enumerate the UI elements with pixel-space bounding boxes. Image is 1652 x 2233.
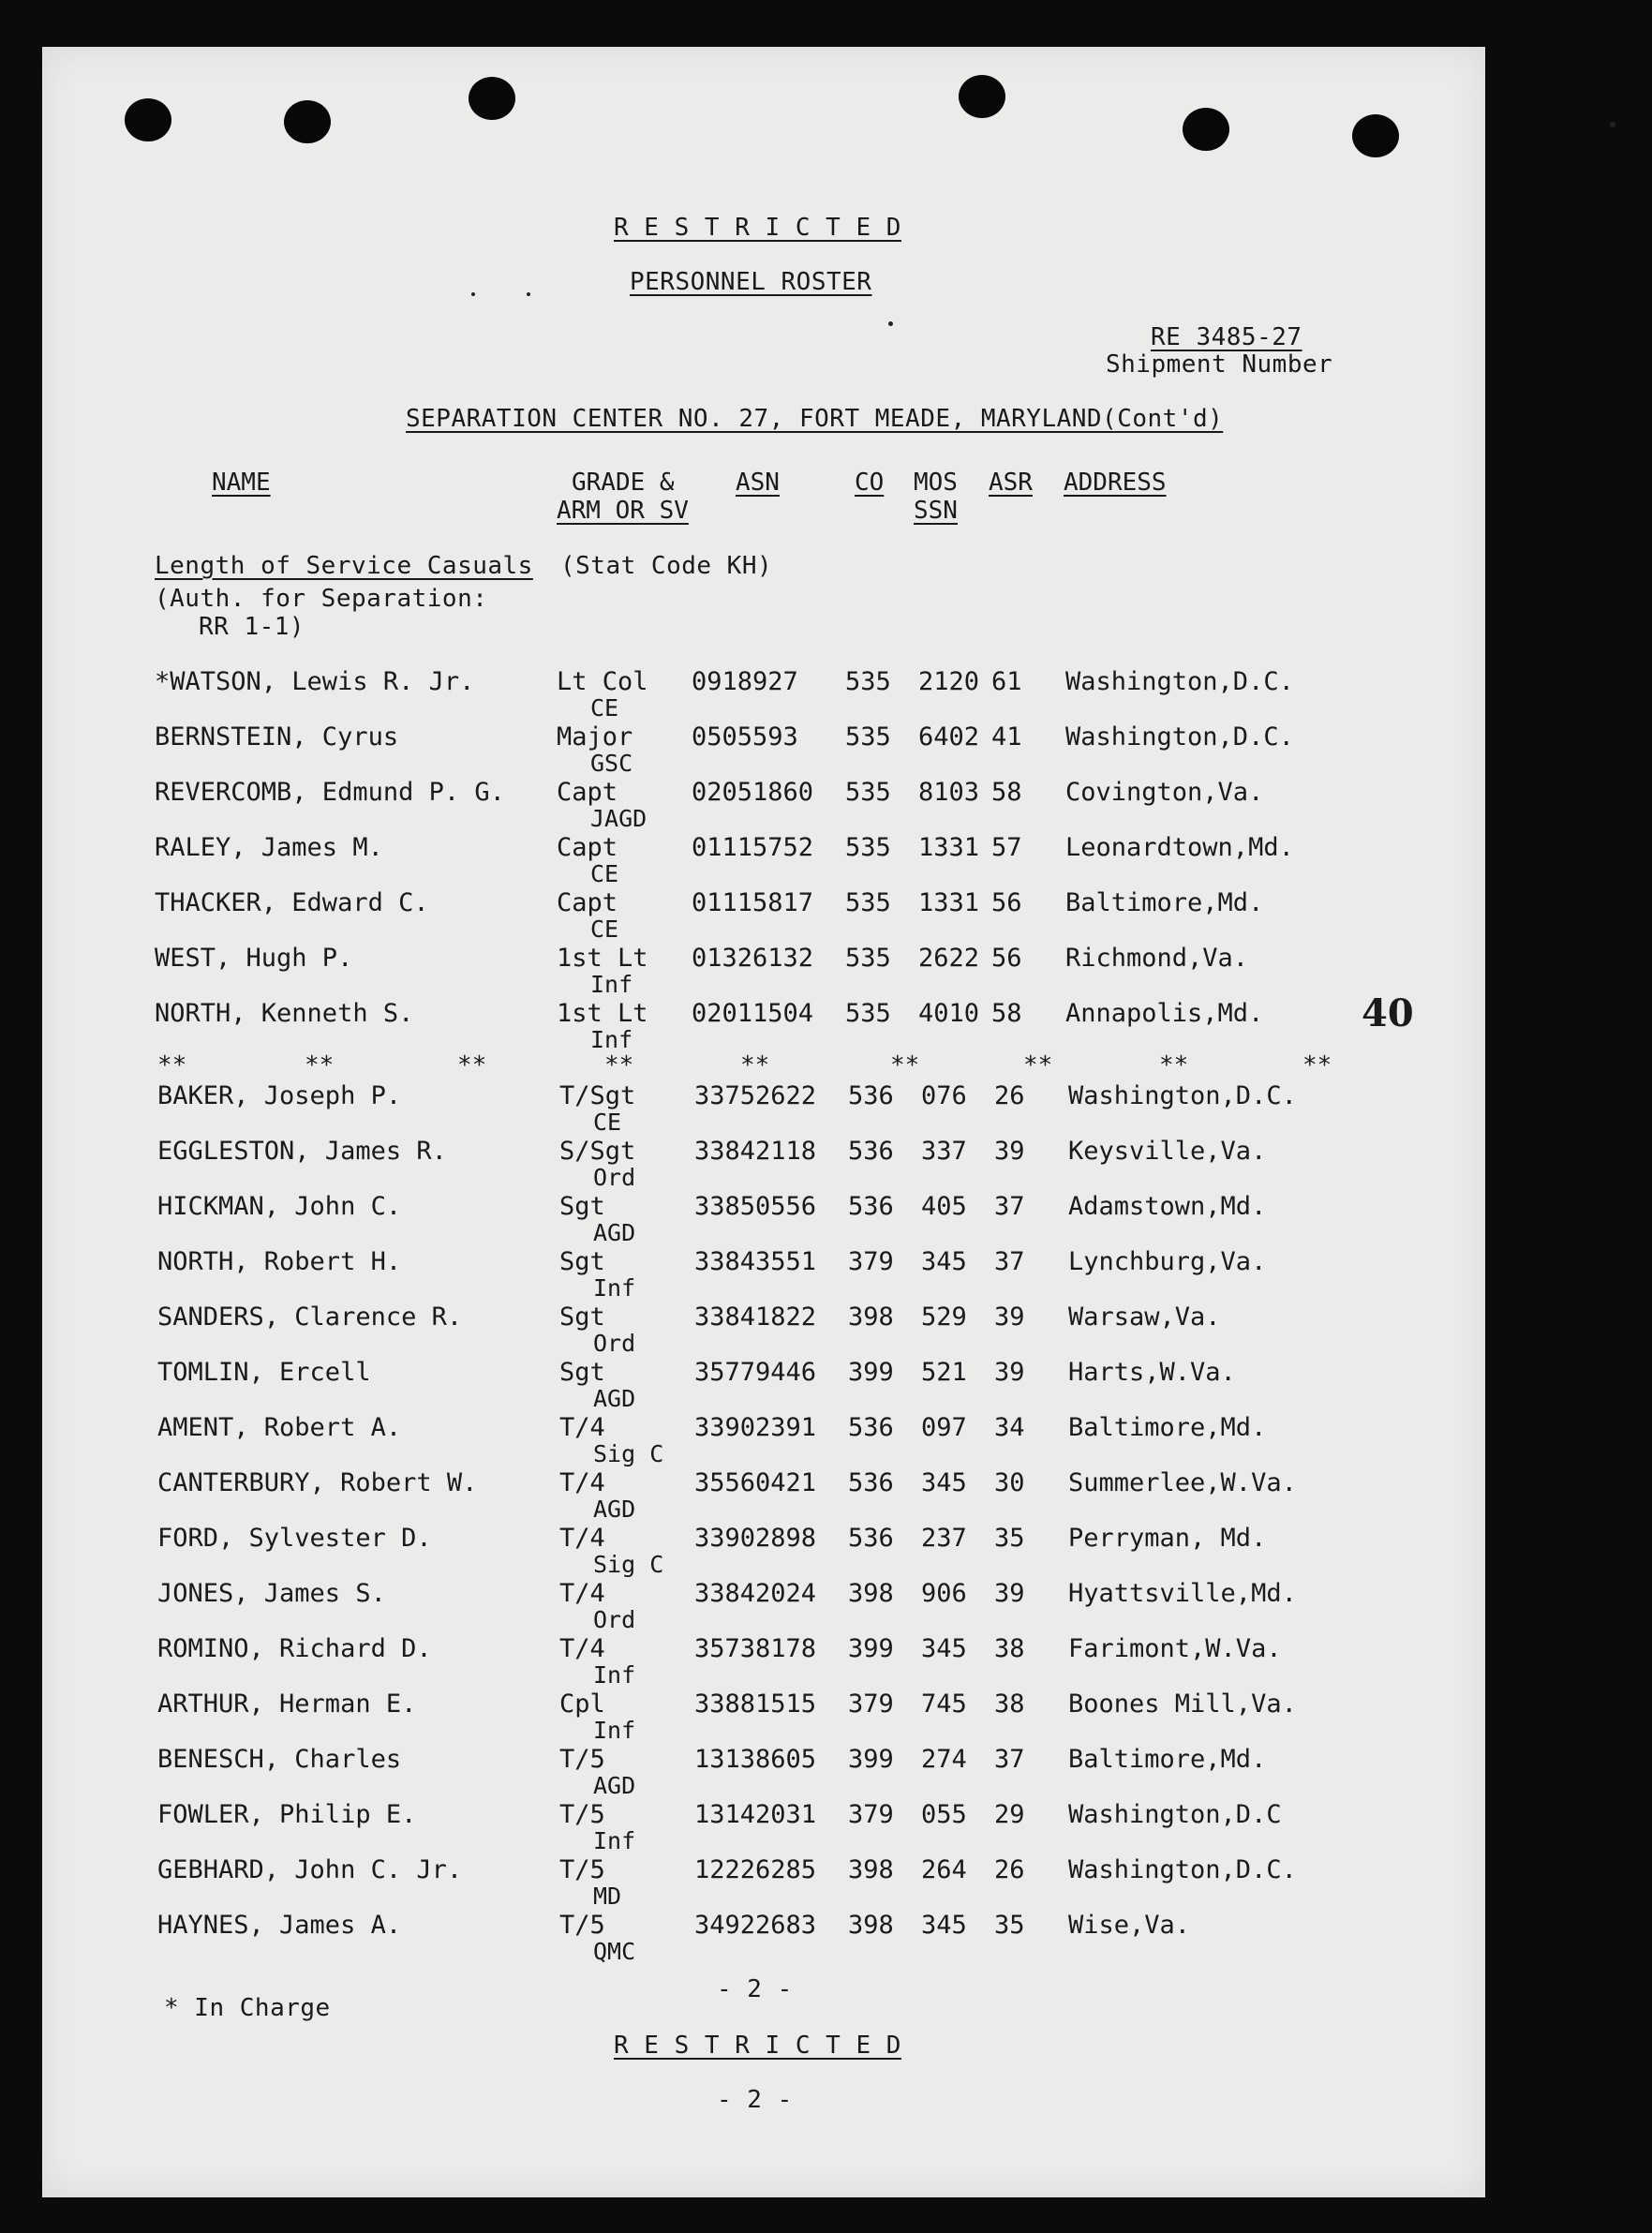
cell-name: WEST, Hugh P. <box>155 944 353 973</box>
cell-name: BENESCH, Charles <box>157 1745 402 1774</box>
col-mos-line1: MOS <box>914 469 958 497</box>
section-title: Length of Service Casuals <box>155 552 533 580</box>
auth-line2: RR 1-1) <box>199 613 305 641</box>
separator-stars: ** <box>1023 1051 1053 1079</box>
cell-grade: 1st Lt <box>557 999 648 1028</box>
cell-arm: AGD <box>593 1219 636 1246</box>
cell-grade: T/4 <box>559 1579 605 1608</box>
cell-co: 379 <box>848 1247 894 1276</box>
cell-address: Covington,Va. <box>1065 778 1264 807</box>
cell-asr: 38 <box>994 1690 1025 1719</box>
cell-arm: AGD <box>593 1772 636 1799</box>
cell-mos: 8103 <box>918 778 980 807</box>
cell-mos: 1331 <box>918 833 980 862</box>
cell-grade: Sgt <box>559 1247 605 1276</box>
cell-grade: T/5 <box>559 1855 605 1884</box>
cell-address: Farimont,W.Va. <box>1068 1634 1282 1663</box>
cell-name: CANTERBURY, Robert W. <box>157 1468 478 1497</box>
separator-stars: ** <box>157 1051 187 1079</box>
cell-mos: 521 <box>921 1358 967 1387</box>
margin-page-number: 40 <box>1362 991 1414 1035</box>
cell-arm: AGD <box>593 1496 636 1523</box>
cell-co: 398 <box>848 1303 894 1332</box>
cell-grade: Sgt <box>559 1303 605 1332</box>
cell-arm: CE <box>590 860 619 887</box>
cell-mos: 055 <box>921 1800 967 1829</box>
col-co: CO <box>855 469 885 497</box>
cell-co: 535 <box>845 667 891 696</box>
cell-address: Washington,D.C. <box>1065 667 1294 696</box>
cell-mos: 076 <box>921 1081 967 1110</box>
cell-name: AMENT, Robert A. <box>157 1413 402 1442</box>
cell-asn: 33842024 <box>694 1579 817 1608</box>
cell-co: 535 <box>845 999 891 1028</box>
stat-code: (Stat Code KH) <box>560 552 773 580</box>
punch-hole <box>959 75 1005 118</box>
punch-hole <box>1183 108 1229 151</box>
cell-asr: 26 <box>994 1855 1025 1884</box>
speck <box>527 292 530 296</box>
cell-arm: Inf <box>590 1026 633 1053</box>
cell-asn: 12226285 <box>694 1855 817 1884</box>
cell-grade: Lt Col <box>557 667 648 696</box>
cell-address: Hyattsville,Md. <box>1068 1579 1297 1608</box>
restricted-heading-top: R E S T R I C T E D <box>614 214 901 242</box>
cell-co: 379 <box>848 1690 894 1719</box>
cell-mos: 345 <box>921 1468 967 1497</box>
separator-stars: ** <box>1159 1051 1189 1079</box>
page-number-upper: - 2 - <box>717 1975 793 2003</box>
restricted-heading-bottom: R E S T R I C T E D <box>614 2032 901 2060</box>
cell-name: *WATSON, Lewis R. Jr. <box>155 667 475 696</box>
cell-grade: Capt <box>557 833 618 862</box>
cell-asn: 35738178 <box>694 1634 817 1663</box>
cell-asr: 35 <box>994 1911 1025 1940</box>
cell-asn: 35560421 <box>694 1468 817 1497</box>
cell-grade: T/5 <box>559 1911 605 1940</box>
cell-arm: CE <box>593 1109 622 1136</box>
cell-co: 536 <box>848 1468 894 1497</box>
cell-grade: T/4 <box>559 1413 605 1442</box>
cell-co: 536 <box>848 1524 894 1553</box>
cell-asr: 34 <box>994 1413 1025 1442</box>
cell-address: Washington,D.C. <box>1065 722 1294 752</box>
cell-arm: AGD <box>593 1385 636 1412</box>
cell-name: FOWLER, Philip E. <box>157 1800 417 1829</box>
cell-grade: T/4 <box>559 1524 605 1553</box>
cell-mos: 237 <box>921 1524 967 1553</box>
cell-asn: 01326132 <box>692 944 814 973</box>
cell-asr: 37 <box>994 1247 1025 1276</box>
cell-grade: 1st Lt <box>557 944 648 973</box>
cell-co: 535 <box>845 778 891 807</box>
footnote-in-charge: * In Charge <box>164 1994 331 2022</box>
cell-address: Baltimore,Md. <box>1065 888 1264 917</box>
cell-asr: 39 <box>994 1358 1025 1387</box>
separator-stars: ** <box>305 1051 335 1079</box>
cell-mos: 4010 <box>918 999 980 1028</box>
cell-asr: 39 <box>994 1303 1025 1332</box>
cell-name: NORTH, Kenneth S. <box>155 999 414 1028</box>
cell-asr: 29 <box>994 1800 1025 1829</box>
cell-co: 536 <box>848 1137 894 1166</box>
cell-asn: 35779446 <box>694 1358 817 1387</box>
cell-asn: 02011504 <box>692 999 814 1028</box>
cell-name: HAYNES, James A. <box>157 1911 402 1940</box>
col-asn: ASN <box>736 469 780 497</box>
cell-grade: T/4 <box>559 1468 605 1497</box>
cell-asr: 37 <box>994 1745 1025 1774</box>
cell-name: GEBHARD, John C. Jr. <box>157 1855 463 1884</box>
cell-mos: 097 <box>921 1413 967 1442</box>
cell-grade: Capt <box>557 778 618 807</box>
cell-address: Annapolis,Md. <box>1065 999 1264 1028</box>
shipment-code: RE 3485-27 <box>1151 323 1302 351</box>
cell-asn: 13142031 <box>694 1800 817 1829</box>
cell-grade: Cpl <box>559 1690 605 1719</box>
punch-hole <box>125 98 171 141</box>
cell-address: Keysville,Va. <box>1068 1137 1267 1166</box>
cell-asr: 41 <box>991 722 1022 752</box>
cell-asr: 61 <box>991 667 1022 696</box>
cell-asn: 33752622 <box>694 1081 817 1110</box>
cell-address: Perryman, Md. <box>1068 1524 1267 1553</box>
separator-stars: ** <box>604 1051 634 1079</box>
cell-name: ARTHUR, Herman E. <box>157 1690 417 1719</box>
cell-arm: GSC <box>590 750 633 777</box>
cell-asr: 26 <box>994 1081 1025 1110</box>
col-address: ADDRESS <box>1064 469 1167 497</box>
cell-name: SANDERS, Clarence R. <box>157 1303 463 1332</box>
center-title: SEPARATION CENTER NO. 27, FORT MEADE, MARYLAND(Cont'd) <box>406 405 1224 433</box>
cell-arm: Inf <box>593 1717 636 1744</box>
cell-asn: 01115817 <box>692 888 814 917</box>
cell-address: Richmond,Va. <box>1065 944 1249 973</box>
cell-address: Washington,D.C. <box>1068 1855 1297 1884</box>
cell-asn: 33881515 <box>694 1690 817 1719</box>
col-asr: ASR <box>989 469 1033 497</box>
cell-arm: Sig C <box>593 1440 664 1467</box>
cell-mos: 264 <box>921 1855 967 1884</box>
cell-asn: 33841822 <box>694 1303 817 1332</box>
cell-name: JONES, James S. <box>157 1579 386 1608</box>
cell-co: 379 <box>848 1800 894 1829</box>
cell-asr: 56 <box>991 888 1022 917</box>
shipment-label: Shipment Number <box>1106 350 1333 379</box>
cell-mos: 2120 <box>918 667 980 696</box>
punch-hole <box>284 100 331 143</box>
cell-co: 536 <box>848 1192 894 1221</box>
cell-asr: 58 <box>991 999 1022 1028</box>
cell-co: 399 <box>848 1358 894 1387</box>
col-grade-line1: GRADE & <box>572 469 675 497</box>
cell-address: Warsaw,Va. <box>1068 1303 1221 1332</box>
cell-mos: 337 <box>921 1137 967 1166</box>
cell-asn: 0918927 <box>692 667 798 696</box>
speck <box>1610 122 1615 127</box>
cell-arm: Inf <box>593 1274 636 1302</box>
cell-address: Washington,D.C <box>1068 1800 1282 1829</box>
cell-grade: T/5 <box>559 1745 605 1774</box>
col-name: NAME <box>212 469 271 497</box>
cell-asr: 37 <box>994 1192 1025 1221</box>
cell-address: Washington,D.C. <box>1068 1081 1297 1110</box>
cell-co: 536 <box>848 1081 894 1110</box>
cell-asr: 39 <box>994 1579 1025 1608</box>
cell-co: 535 <box>845 833 891 862</box>
cell-mos: 906 <box>921 1579 967 1608</box>
cell-asn: 33902391 <box>694 1413 817 1442</box>
cell-address: Baltimore,Md. <box>1068 1413 1267 1442</box>
cell-arm: CE <box>590 916 619 943</box>
cell-asn: 34922683 <box>694 1911 817 1940</box>
cell-grade: Sgt <box>559 1358 605 1387</box>
speck <box>888 321 893 326</box>
cell-grade: T/Sgt <box>559 1081 636 1110</box>
cell-mos: 745 <box>921 1690 967 1719</box>
cell-name: TOMLIN, Ercell <box>157 1358 371 1387</box>
cell-name: ROMINO, Richard D. <box>157 1634 432 1663</box>
cell-co: 398 <box>848 1855 894 1884</box>
cell-mos: 345 <box>921 1911 967 1940</box>
cell-mos: 345 <box>921 1247 967 1276</box>
cell-asn: 13138605 <box>694 1745 817 1774</box>
cell-arm: JAGD <box>590 805 647 832</box>
cell-address: Leonardtown,Md. <box>1065 833 1294 862</box>
cell-arm: CE <box>590 694 619 722</box>
separator-stars: ** <box>1302 1051 1332 1079</box>
cell-mos: 529 <box>921 1303 967 1332</box>
cell-asr: 57 <box>991 833 1022 862</box>
speck <box>471 292 475 296</box>
cell-asr: 39 <box>994 1137 1025 1166</box>
cell-co: 535 <box>845 888 891 917</box>
cell-co: 398 <box>848 1911 894 1940</box>
cell-co: 399 <box>848 1634 894 1663</box>
cell-arm: Ord <box>593 1330 636 1357</box>
cell-asn: 33902898 <box>694 1524 817 1553</box>
cell-mos: 274 <box>921 1745 967 1774</box>
cell-grade: Sgt <box>559 1192 605 1221</box>
cell-arm: MD <box>593 1883 622 1910</box>
cell-asr: 35 <box>994 1524 1025 1553</box>
cell-asn: 33842118 <box>694 1137 817 1166</box>
cell-mos: 6402 <box>918 722 980 752</box>
cell-name: BERNSTEIN, Cyrus <box>155 722 399 752</box>
cell-name: EGGLESTON, James R. <box>157 1137 447 1166</box>
cell-name: REVERCOMB, Edmund P. G. <box>155 778 505 807</box>
cell-arm: Inf <box>593 1827 636 1854</box>
cell-address: Adamstown,Md. <box>1068 1192 1267 1221</box>
roster-title: PERSONNEL ROSTER <box>630 268 872 296</box>
auth-line1: (Auth. for Separation: <box>155 585 488 613</box>
cell-address: Harts,W.Va. <box>1068 1358 1236 1387</box>
cell-mos: 2622 <box>918 944 980 973</box>
cell-name: THACKER, Edward C. <box>155 888 429 917</box>
separator-stars: ** <box>740 1051 770 1079</box>
cell-asn: 02051860 <box>692 778 814 807</box>
cell-name: BAKER, Joseph P. <box>157 1081 402 1110</box>
cell-address: Lynchburg,Va. <box>1068 1247 1267 1276</box>
cell-arm: Sig C <box>593 1551 664 1578</box>
cell-asr: 58 <box>991 778 1022 807</box>
cell-address: Baltimore,Md. <box>1068 1745 1267 1774</box>
cell-asn: 01115752 <box>692 833 814 862</box>
cell-co: 399 <box>848 1745 894 1774</box>
cell-name: HICKMAN, John C. <box>157 1192 402 1221</box>
punch-hole <box>469 77 515 120</box>
separator-stars: ** <box>457 1051 487 1079</box>
cell-co: 536 <box>848 1413 894 1442</box>
cell-asr: 38 <box>994 1634 1025 1663</box>
punch-hole <box>1352 114 1399 157</box>
separator-stars: ** <box>890 1051 920 1079</box>
cell-address: Boones Mill,Va. <box>1068 1690 1297 1719</box>
col-mos-line2: SSN <box>914 497 958 525</box>
cell-mos: 1331 <box>918 888 980 917</box>
cell-name: NORTH, Robert H. <box>157 1247 402 1276</box>
cell-co: 398 <box>848 1579 894 1608</box>
page-number-lower: - 2 - <box>717 2086 793 2114</box>
cell-name: RALEY, James M. <box>155 833 383 862</box>
cell-asn: 0505593 <box>692 722 798 752</box>
cell-co: 535 <box>845 722 891 752</box>
cell-grade: T/5 <box>559 1800 605 1829</box>
cell-arm: Inf <box>590 971 633 998</box>
cell-asr: 56 <box>991 944 1022 973</box>
cell-asr: 30 <box>994 1468 1025 1497</box>
cell-arm: Inf <box>593 1661 636 1689</box>
col-grade-line2: ARM OR SV <box>557 497 689 525</box>
cell-asn: 33850556 <box>694 1192 817 1221</box>
cell-address: Wise,Va. <box>1068 1911 1191 1940</box>
cell-name: FORD, Sylvester D. <box>157 1524 432 1553</box>
cell-arm: Ord <box>593 1164 636 1191</box>
cell-asn: 33843551 <box>694 1247 817 1276</box>
cell-mos: 405 <box>921 1192 967 1221</box>
cell-grade: Major <box>557 722 633 752</box>
cell-grade: T/4 <box>559 1634 605 1663</box>
cell-address: Summerlee,W.Va. <box>1068 1468 1297 1497</box>
cell-grade: Capt <box>557 888 618 917</box>
cell-grade: S/Sgt <box>559 1137 636 1166</box>
cell-arm: QMC <box>593 1938 636 1965</box>
cell-co: 535 <box>845 944 891 973</box>
cell-arm: Ord <box>593 1606 636 1633</box>
cell-mos: 345 <box>921 1634 967 1663</box>
